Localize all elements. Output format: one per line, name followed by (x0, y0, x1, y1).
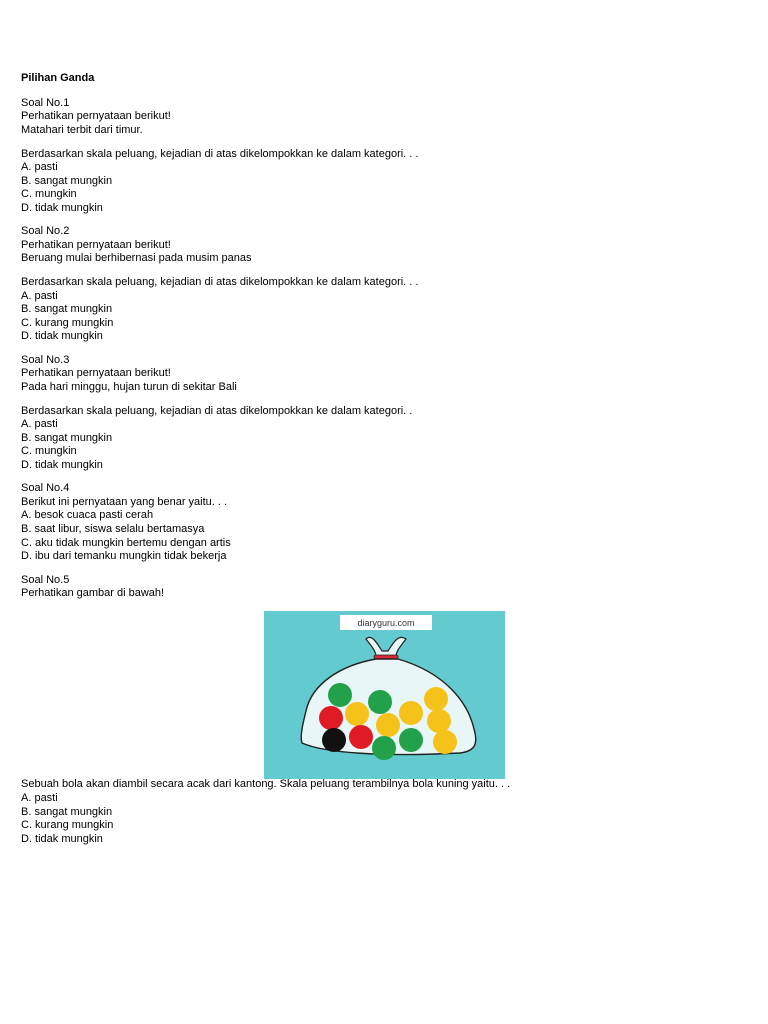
section-heading: Pilihan Ganda (21, 72, 95, 84)
q4-option-d: D. ibu dari temanku mungkin tidak bekerja (21, 550, 227, 562)
q1-option-b: B. sangat mungkin (21, 175, 113, 187)
red-ball (319, 706, 343, 730)
yellow-ball (399, 701, 423, 725)
q2-statement: Beruang mulai berhibernasi pada musim panas (21, 252, 252, 264)
q3-label: Soal No.3 (21, 354, 70, 366)
q1-label: Soal No.1 (21, 97, 70, 109)
q2-intro: Perhatikan pernyataan berikut! (21, 239, 171, 251)
q2-option-a: A. pasti (21, 290, 58, 302)
yellow-ball (427, 709, 451, 733)
yellow-ball (424, 687, 448, 711)
q3-option-a: A. pasti (21, 418, 58, 430)
q4-question: Berikut ini pernyataan yang benar yaitu. . . (21, 496, 228, 508)
q4-option-a: A. besok cuaca pasti cerah (21, 509, 154, 521)
q2-option-c: C. kurang mungkin (21, 317, 114, 329)
image-watermark: diaryguru.com (357, 618, 415, 628)
q4-option-b: B. saat libur, siswa selalu bertamasya (21, 523, 205, 535)
q5-option-d: D. tidak mungkin (21, 833, 103, 845)
yellow-ball (433, 730, 457, 754)
q5-option-a: A. pasti (21, 792, 58, 804)
q2-option-d: D. tidak mungkin (21, 330, 103, 342)
q3-option-d: D. tidak mungkin (21, 459, 103, 471)
q4-option-c: C. aku tidak mungkin bertemu dengan artis (21, 537, 231, 549)
q1-option-c: C. mungkin (21, 188, 77, 200)
q5-option-b: B. sangat mungkin (21, 806, 113, 818)
q3-question: Berdasarkan skala peluang, kejadian di atas dikelompokkan ke dalam kategori. . (21, 405, 413, 417)
q2-label: Soal No.2 (21, 225, 70, 237)
q3-statement: Pada hari minggu, hujan turun di sekitar Bali (21, 381, 237, 393)
red-ball (349, 725, 373, 749)
q5-option-c: C. kurang mungkin (21, 819, 114, 831)
green-ball (328, 683, 352, 707)
q5-label: Soal No.5 (21, 574, 70, 586)
q1-option-d: D. tidak mungkin (21, 202, 103, 214)
q1-statement: Matahari terbit dari timur. (21, 124, 143, 136)
q3-option-b: B. sangat mungkin (21, 432, 113, 444)
q3-intro: Perhatikan pernyataan berikut! (21, 367, 171, 379)
green-ball (399, 728, 423, 752)
q3-option-c: C. mungkin (21, 445, 77, 457)
bag-illustration (264, 611, 505, 779)
green-ball (368, 690, 392, 714)
q1-intro: Perhatikan pernyataan berikut! (21, 110, 171, 122)
q2-question: Berdasarkan skala peluang, kejadian di atas dikelompokkan ke dalam kategori. . . (21, 276, 419, 288)
q4-label: Soal No.4 (21, 482, 70, 494)
yellow-ball (376, 713, 400, 737)
q1-question: Berdasarkan skala peluang, kejadian di atas dikelompokkan ke dalam kategori. . . (21, 148, 419, 160)
q1-option-a: A. pasti (21, 161, 58, 173)
q2-option-b: B. sangat mungkin (21, 303, 113, 315)
green-ball (372, 736, 396, 760)
bag-of-balls-image (264, 611, 505, 779)
q5-intro: Perhatikan gambar di bawah! (21, 587, 165, 599)
yellow-ball (345, 702, 369, 726)
black-ball (322, 728, 346, 752)
ball-group (319, 683, 457, 760)
q5-question: Sebuah bola akan diambil secara acak dari kantong. Skala peluang terambilnya bola kuning yaitu. . . (21, 778, 511, 790)
